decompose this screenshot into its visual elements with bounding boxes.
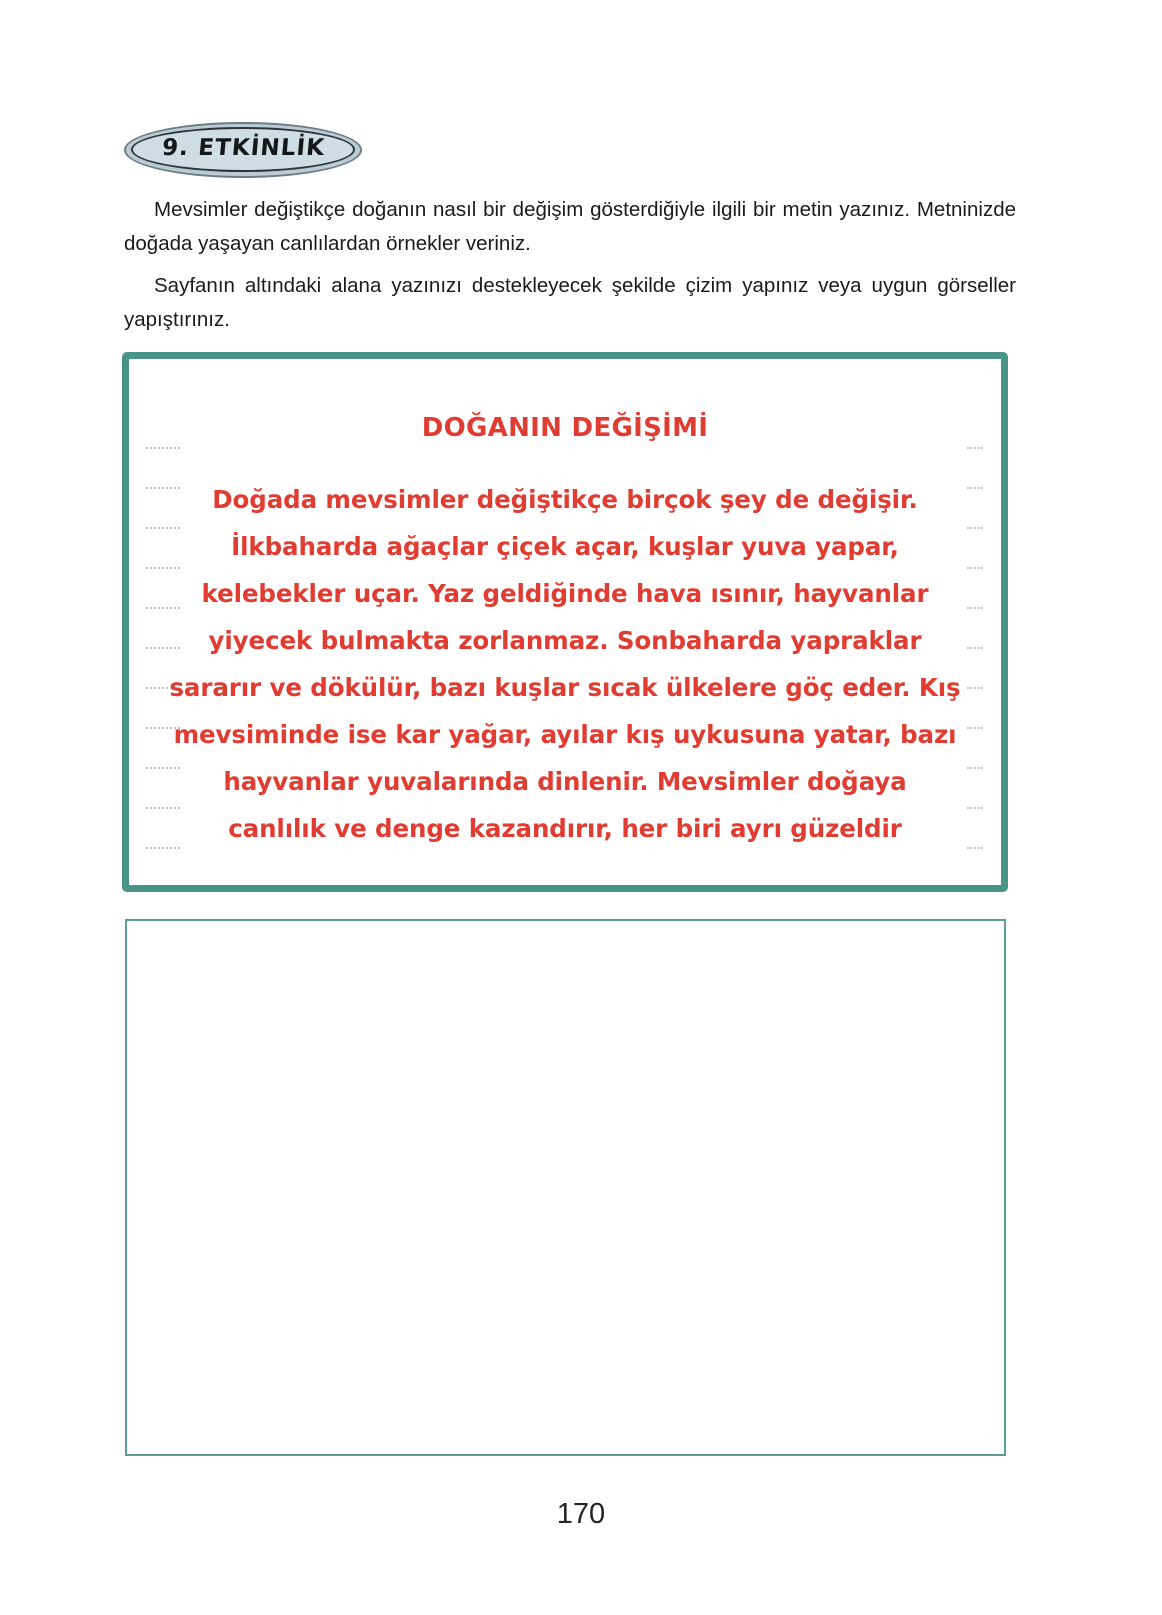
answer-body-line: mevsiminde ise kar yağar, ayılar kış uykusuna yatar, bazı — [173, 720, 957, 749]
answer-body-line: canlılık ve denge kazandırır, her biri ayrı güzeldir — [228, 814, 902, 843]
answer-body-line: İlkbaharda ağaçlar çiçek açar, kuşlar yuva yapar, — [231, 532, 899, 561]
ruled-line-stub — [967, 767, 983, 769]
ruled-line-stub — [967, 807, 983, 809]
ruled-line-stub — [967, 527, 983, 529]
ruled-line-stub — [967, 687, 983, 689]
answer-body-line: yiyecek bulmakta zorlanmaz. Sonbaharda yapraklar — [208, 626, 922, 655]
ruled-line-stub — [967, 567, 983, 569]
ruled-line-stub — [146, 447, 180, 449]
answer-body-line: hayvanlar yuvalarında dinlenir. Mevsimler doğaya — [223, 767, 907, 796]
answer-body-line: Doğada mevsimler değiştikçe birçok şey de değişir. — [212, 485, 918, 514]
ruled-line-stub — [967, 727, 983, 729]
activity-badge — [124, 122, 366, 182]
answer-body-line: kelebekler uçar. Yaz geldiğinde hava ısınır, hayvanlar — [201, 579, 929, 608]
activity-badge-label: 9. ETKİNLİK — [160, 135, 326, 161]
answer-box[interactable] — [122, 352, 1008, 892]
drawing-box[interactable] — [125, 919, 1006, 1456]
answer-body-line: sararır ve dökülür, bazı kuşlar sıcak ülkelere göç eder. Kış — [169, 673, 961, 702]
instruction-paragraph-2: Sayfanın altındaki alana yazınızı destekleyecek şekilde çizim yapınız veya uygun görseller yapıştırınız. — [124, 274, 1016, 331]
instructions-block — [124, 193, 1016, 337]
ruled-line-stub — [967, 607, 983, 609]
ruled-line-stub — [967, 647, 983, 649]
instruction-paragraph-1: Mevsimler değiştikçe doğanın nasıl bir değişim gösterdiğiyle ilgili bir metin yazınız. Metninizde doğada yaşayan canlılardan örnekler veriniz. — [124, 198, 1016, 255]
ruled-line-stubs-right — [967, 447, 983, 879]
activity-badge-inner-ring — [131, 127, 355, 172]
ruled-line-stub — [967, 447, 983, 449]
answer-title: DOĞANIN DEĞİŞİMİ — [421, 413, 709, 443]
ruled-line-stub — [967, 847, 983, 849]
answer-body — [165, 476, 965, 852]
page-number: 170 — [556, 1498, 606, 1530]
ruled-line-stub — [967, 487, 983, 489]
